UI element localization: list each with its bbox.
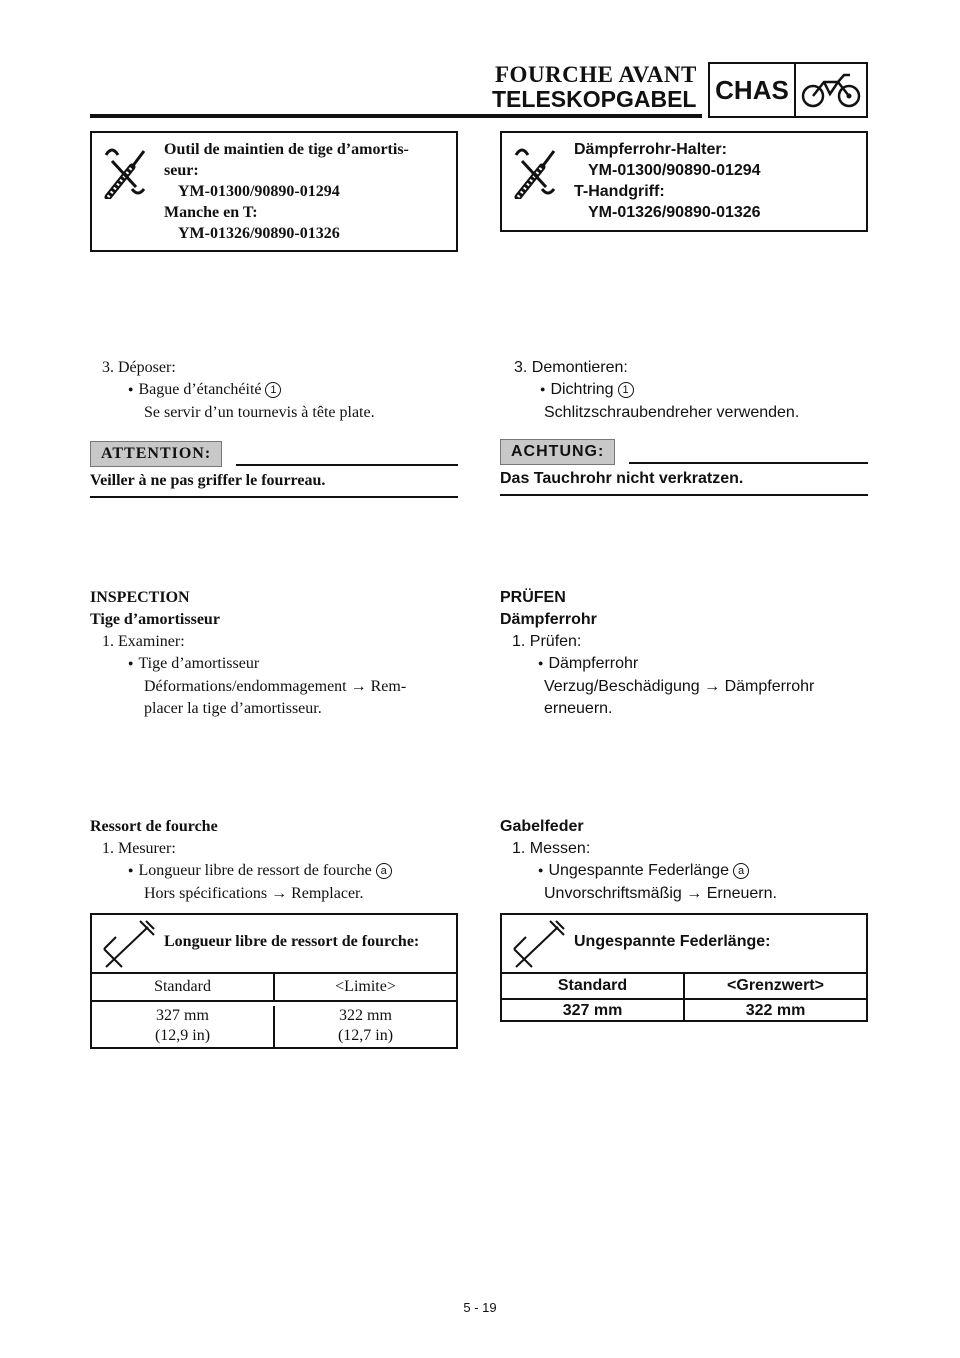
inspection-section-fr <box>90 587 462 720</box>
measure-caliper-icon <box>100 919 156 974</box>
step-item: Longueur libre de ressort de fourche <box>138 862 372 879</box>
fork-spring-section-fr <box>90 816 462 905</box>
spec-standard-value: 327 mm <box>562 1002 623 1019</box>
fork-spring-section-de <box>500 816 872 905</box>
ref-label: 1 <box>265 382 281 398</box>
tool-text-line: YM-01326/90890-01326 <box>588 204 761 221</box>
step-item: Tige d’amortisseur <box>138 655 260 672</box>
bullet-icon <box>128 381 138 398</box>
damper-rod-title: Dämpferrohr <box>500 611 597 628</box>
section-code: CHAS <box>710 64 796 116</box>
inspection-section-de <box>500 587 872 720</box>
spec-col-limit: <Limite> <box>273 974 456 1000</box>
fork-spring-title: Gabelfeder <box>500 818 584 835</box>
special-tool-box-de <box>500 131 868 232</box>
tool-text-line: seur: <box>164 162 199 179</box>
spec-value: 322 mm <box>339 1007 392 1024</box>
page-number: 5 - 19 <box>463 1300 497 1315</box>
step-note: Verzug/Beschädigung → Dämpferrohr <box>544 678 815 695</box>
tool-text-line: YM-01300/90890-01294 <box>588 162 761 179</box>
spec-value: 327 mm <box>156 1007 209 1024</box>
bullet-icon <box>538 862 548 879</box>
section-title-de: TELESKOPGABEL <box>492 86 697 112</box>
section-badge <box>708 62 868 118</box>
spec-title: Ungespannte Federlänge: <box>574 933 771 950</box>
inspection-title: PRÜFEN <box>500 589 566 606</box>
ref-label: 1 <box>618 382 634 398</box>
step-item: Bague d’étanchéité <box>138 381 262 398</box>
spec-limit-value <box>273 1006 456 1049</box>
step-item: Dichtring <box>550 381 614 398</box>
damper-rod-title: Tige d’amortisseur <box>90 611 220 628</box>
section-title-fr: FOURCHE AVANT <box>495 62 697 87</box>
tool-text-line: Outil de maintien de tige d’amortis- <box>164 141 409 158</box>
step-note: placer la tige d’amortisseur. <box>144 700 322 717</box>
step-heading: 1. Examiner: <box>102 633 185 650</box>
step-heading: 3. Demontieren: <box>514 359 628 376</box>
tool-text-line: T-Handgriff: <box>574 183 665 200</box>
removal-step-de <box>514 357 874 424</box>
step-heading: 3. Déposer: <box>102 359 176 376</box>
attention-label: ACHTUNG: <box>500 439 615 465</box>
removal-step-fr <box>102 357 462 424</box>
motorcycle-icon <box>796 64 866 116</box>
attention-text: Veiller à ne pas griffer le fourreau. <box>90 472 326 489</box>
step-heading: 1. Prüfen: <box>512 633 582 650</box>
ref-label: a <box>733 863 749 879</box>
wrench-screwdriver-icon <box>102 143 152 204</box>
tool-text-line: YM-01300/90890-01294 <box>178 183 340 200</box>
step-note: Unvorschriftsmäßig → Erneuern. <box>544 885 777 902</box>
step-note: Hors spécifications → Remplacer. <box>144 885 364 902</box>
fork-spring-title: Ressort de fourche <box>90 818 218 835</box>
step-note: erneuern. <box>544 700 613 717</box>
bullet-icon <box>540 381 550 398</box>
step-heading: 1. Mesurer: <box>102 840 176 857</box>
tool-text-line: Dämpferrohr-Halter: <box>574 141 727 158</box>
spec-col-limit: <Grenzwert> <box>683 974 866 998</box>
spec-col-standard: Standard <box>557 977 628 994</box>
step-heading: 1. Messen: <box>512 840 591 857</box>
spec-limit-value: 322 mm <box>683 1000 866 1022</box>
inspection-title: INSPECTION <box>90 589 190 606</box>
attention-block-de <box>500 439 868 496</box>
spec-table-fr <box>90 913 458 1049</box>
step-note: Se servir d’un tournevis à tête plate. <box>144 404 375 421</box>
ref-label: a <box>376 863 392 879</box>
spec-col-standard: Standard <box>154 978 211 995</box>
spec-value: (12,9 in) <box>154 1027 211 1044</box>
measure-caliper-icon <box>510 919 566 974</box>
spec-table-de <box>500 913 868 1022</box>
attention-block-fr <box>90 441 458 498</box>
wrench-screwdriver-icon <box>512 143 562 204</box>
bullet-icon <box>128 862 138 879</box>
step-note: Déformations/endommagement → Rem- <box>144 678 407 695</box>
tool-text-line: Manche en T: <box>164 204 258 221</box>
bullet-icon <box>128 655 138 672</box>
spec-standard-value <box>92 1006 273 1049</box>
spec-value: (12,7 in) <box>337 1027 394 1044</box>
step-note: Schlitzschraubendreher verwenden. <box>544 404 800 421</box>
step-item: Dämpferrohr <box>548 655 639 672</box>
bullet-icon <box>538 655 548 672</box>
attention-label: ATTENTION: <box>90 441 222 467</box>
header-rule <box>90 114 702 118</box>
attention-text: Das Tauchrohr nicht verkratzen. <box>500 470 744 487</box>
step-item: Ungespannte Federlänge <box>548 862 730 879</box>
special-tool-box-fr <box>90 131 458 252</box>
spec-title: Longueur libre de ressort de fourche: <box>164 933 420 950</box>
tool-text-line: YM-01326/90890-01326 <box>178 225 340 242</box>
